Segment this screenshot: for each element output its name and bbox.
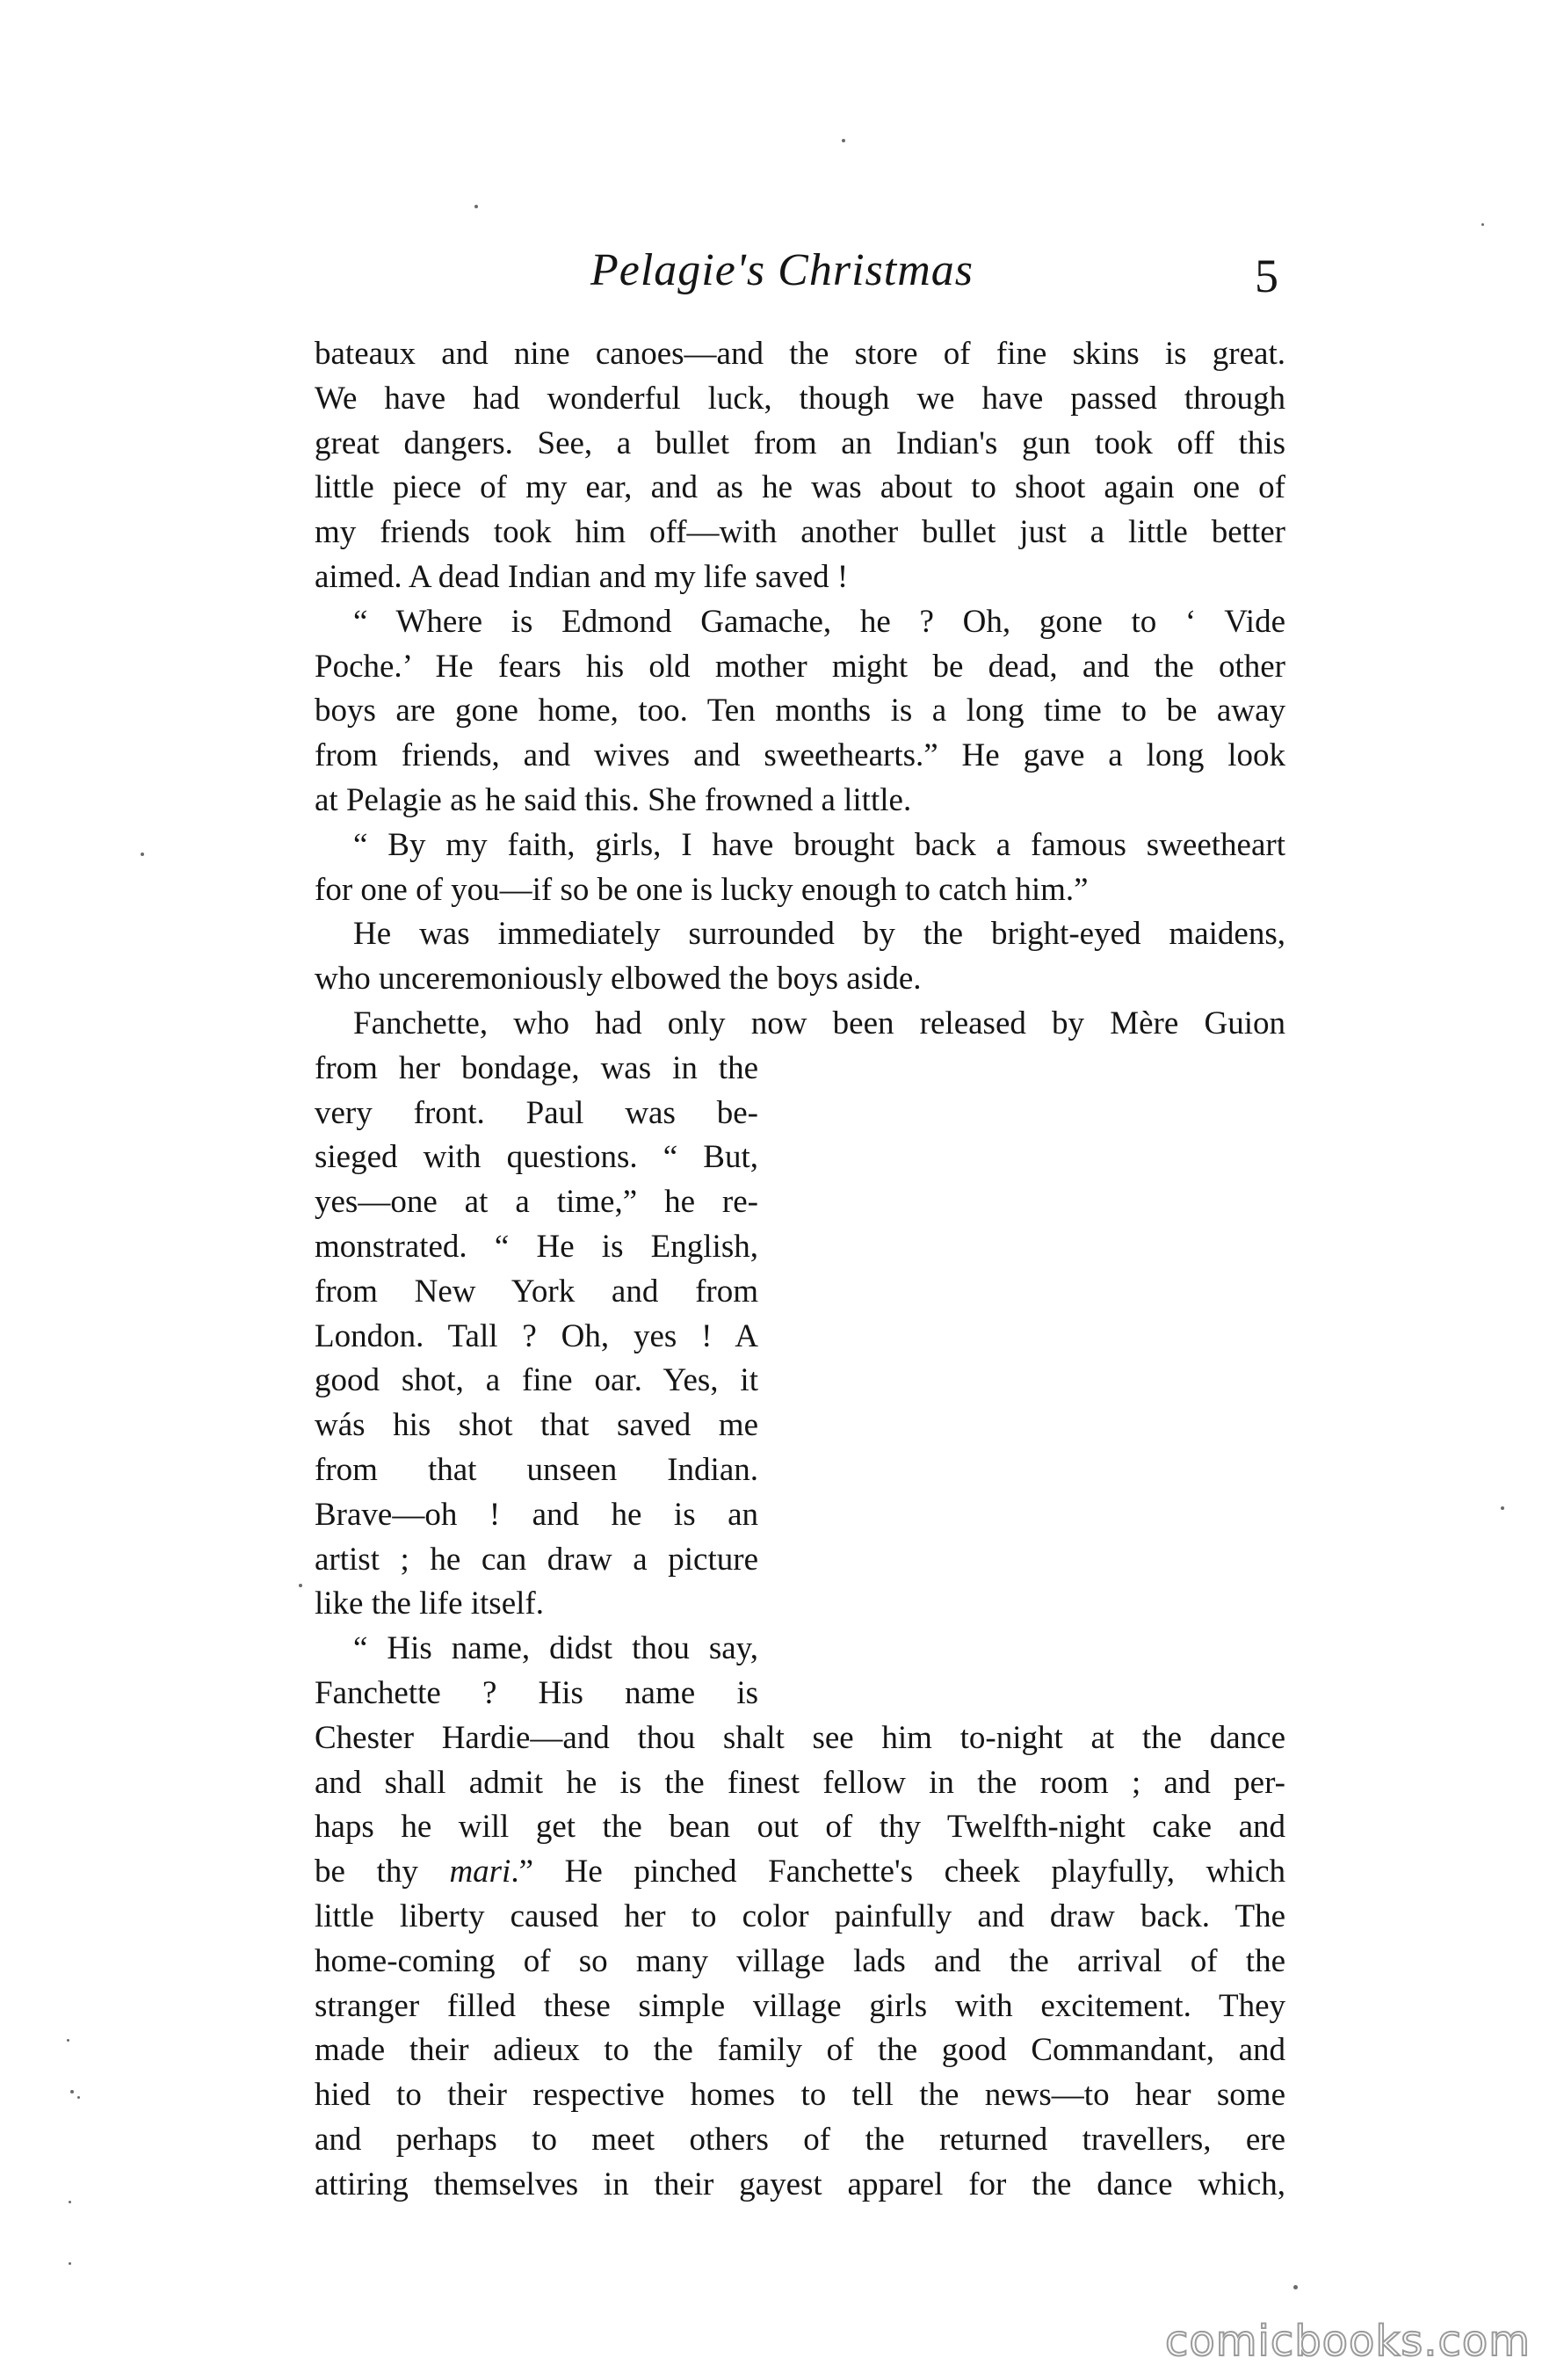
- text-line: very front. Paul was be-: [315, 1094, 758, 1131]
- text-line: from that unseen Indian.: [315, 1451, 758, 1488]
- body-text-narrow-column: [315, 1047, 758, 1716]
- text-line: We have had wonderful luck, though we have passed through: [315, 380, 1285, 417]
- scan-speck: [67, 2039, 69, 2042]
- text-line: “ By my faith, girls, I have brought back a famous sweetheart: [353, 826, 1285, 863]
- text-line: made their adieux to the family of the good Commandant, and: [315, 2032, 1285, 2069]
- text-line: sieged with questions. “ But,: [315, 1139, 758, 1176]
- body-text-lower: [315, 1716, 1285, 2208]
- text-line: stranger filled these simple village girls with excitement. They: [315, 1987, 1285, 2024]
- text-line: and shall admit he is the finest fellow in the room ; and per-: [315, 1764, 1285, 1801]
- text-line: little liberty caused her to color painfully and draw back. The: [315, 1897, 1285, 1934]
- scan-speck: [69, 2201, 71, 2203]
- text-line: hied to their respective homes to tell the news—to hear some: [315, 2077, 1285, 2114]
- text-line: boys are gone home, too. Ten months is a long time to be away: [315, 693, 1285, 729]
- text-line: my friends took him off—with another bullet just a little better: [315, 514, 1285, 551]
- text-line: and perhaps to meet others of the returned travellers, ere: [315, 2121, 1285, 2158]
- text-line: good shot, a fine oar. Yes, it: [315, 1362, 758, 1399]
- text-line: attiring themselves in their gayest apparel for the dance which,: [315, 2166, 1285, 2202]
- text-line: for one of you—if so be one is lucky enough to catch him.”: [315, 871, 1089, 908]
- text-line: little piece of my ear, and as he was about to shoot again one of: [315, 469, 1285, 506]
- text-line: “ His name, didst thou say,: [353, 1630, 758, 1667]
- text-line: Fanchette ? His name is: [315, 1674, 758, 1711]
- watermark: comicbooks.com: [1164, 2317, 1531, 2366]
- scan-speck: [141, 853, 144, 856]
- scan-speck: [474, 205, 478, 208]
- text-line: Poche.’ He fears his old mother might be dead, and the other: [315, 648, 1285, 685]
- page-number: 5: [1255, 250, 1278, 302]
- text-line: Fanchette, who had only now been released by Mère Guion: [353, 1005, 1285, 1041]
- text-line: home-coming of so many village lads and the arrival of the: [315, 1942, 1285, 1979]
- text-line: haps he will get the bean out of thy Twelfth-night cake and: [315, 1809, 1285, 1846]
- italic-word: mari: [449, 1854, 511, 1890]
- text-line: from New York and from: [315, 1273, 758, 1310]
- text-line: who unceremoniously elbowed the boys aside.: [315, 961, 922, 998]
- text-line: aimed. A dead Indian and my life saved !: [315, 558, 849, 595]
- text-line: from her bondage, was in the: [315, 1049, 758, 1086]
- text-line: He was immediately surrounded by the bright-eyed maidens,: [353, 916, 1285, 953]
- scan-speck: [70, 2090, 74, 2093]
- scan-speck: [77, 2096, 80, 2099]
- scan-speck: [1501, 1506, 1504, 1510]
- body-text-upper: [315, 332, 1285, 1047]
- text-line: bateaux and nine canoes—and the store of fine skins is great.: [315, 336, 1285, 372]
- text-line: “ Where is Edmond Gamache, he ? Oh, gone to ‘ Vide: [353, 603, 1285, 640]
- text-line: yes—one at a time,” he re-: [315, 1184, 758, 1221]
- text-line: artist ; he can draw a picture: [315, 1541, 758, 1578]
- text-line: London. Tall ? Oh, yes ! A: [315, 1317, 758, 1354]
- text-line: wás his shot that saved me: [315, 1407, 758, 1444]
- scan-speck: [1481, 223, 1484, 226]
- scan-speck: [842, 139, 845, 142]
- running-header-title: Pelagie's Christmas: [590, 245, 974, 295]
- text-line: at Pelagie as he said this. She frowned a little.: [315, 781, 912, 818]
- scan-speck: [69, 2262, 71, 2265]
- scan-speck: [299, 1584, 302, 1587]
- scan-speck: [1293, 2285, 1298, 2289]
- text-line: from friends, and wives and sweethearts.” He gave a long look: [315, 737, 1285, 774]
- text-line: like the life itself.: [315, 1585, 544, 1622]
- text-line: great dangers. See, a bullet from an Indian's gun took off this: [315, 424, 1285, 461]
- text-line: Chester Hardie—and thou shalt see him to-night at the dance: [315, 1719, 1285, 1756]
- text-line: be thy mari.” He pinched Fanchette's cheek playfully, which: [315, 1854, 1285, 1890]
- text-line: Brave—oh ! and he is an: [315, 1496, 758, 1533]
- text-line: monstrated. “ He is English,: [315, 1228, 758, 1265]
